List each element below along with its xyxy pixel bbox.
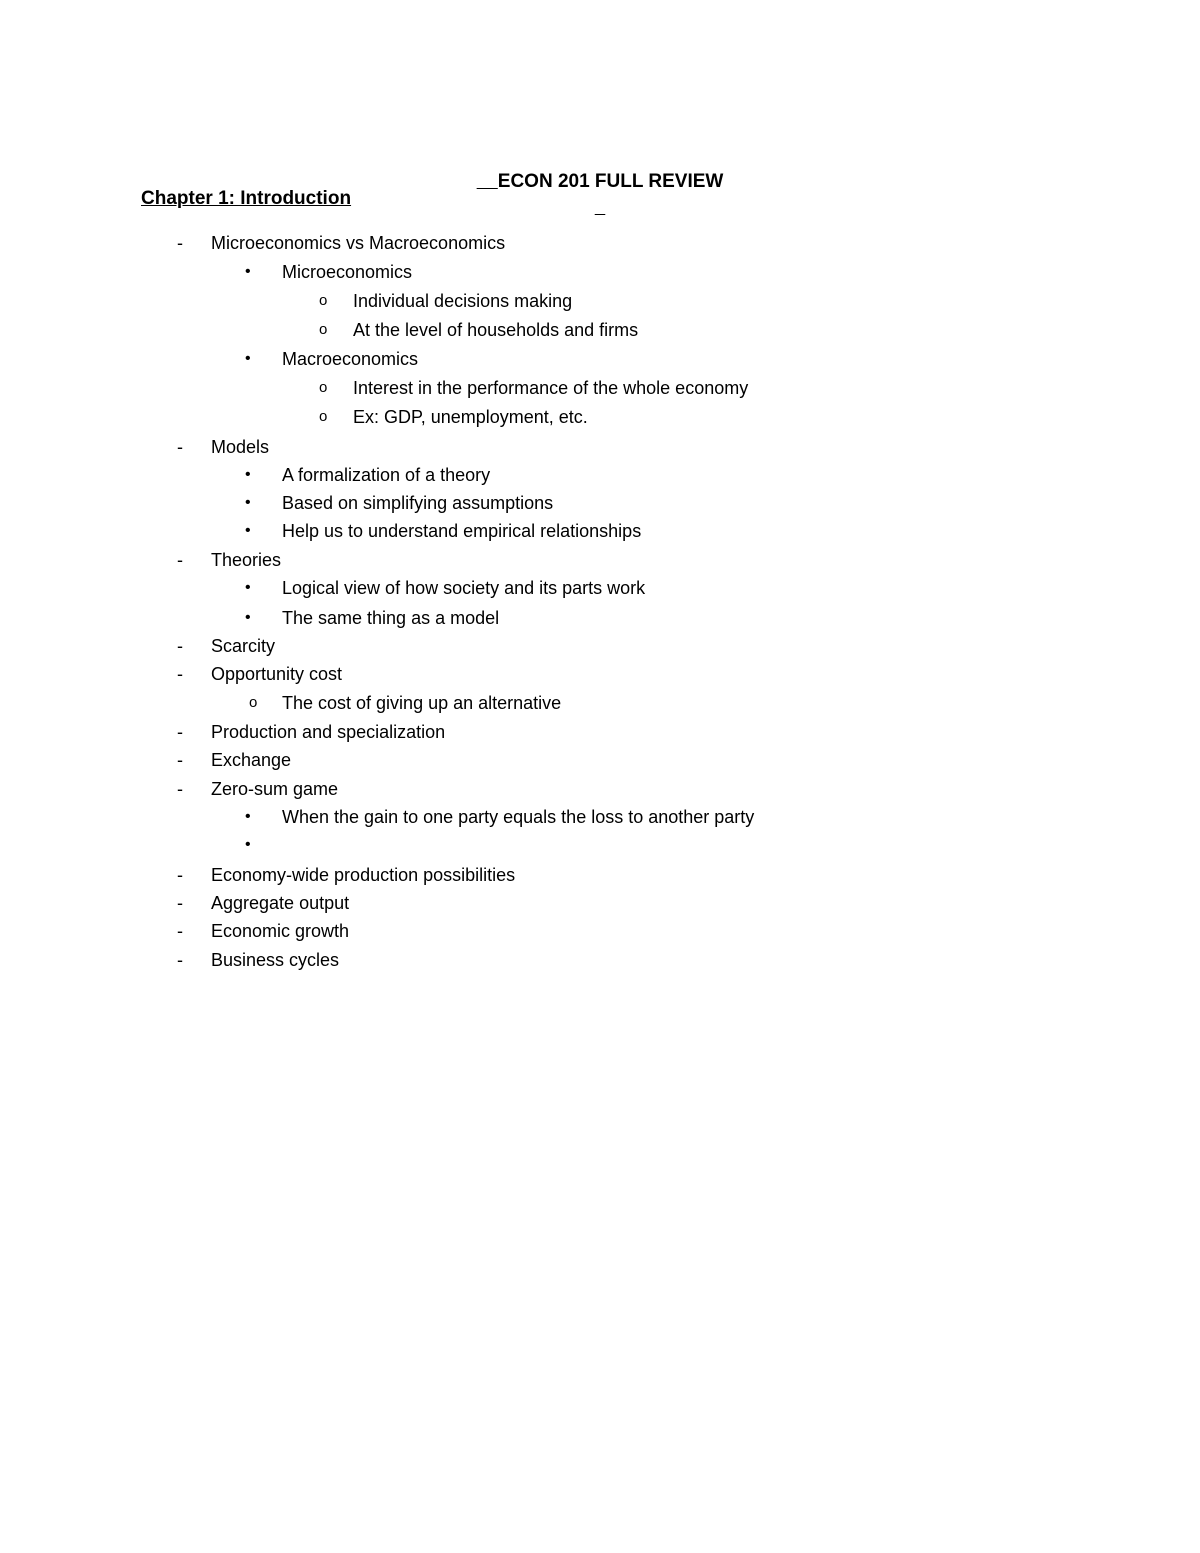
list-item-text: Microeconomics bbox=[282, 262, 413, 282]
list-item-text: Aggregate output bbox=[211, 893, 350, 913]
bullet-marker: • bbox=[245, 350, 251, 367]
bullet-marker: • bbox=[245, 836, 251, 853]
list-item-text: A formalization of a theory bbox=[282, 465, 491, 485]
list-item-text: Individual decisions making bbox=[353, 291, 573, 311]
document-title-text: ECON 201 FULL REVIEW bbox=[497, 171, 724, 192]
list-item-text: The cost of giving up an alternative bbox=[282, 693, 562, 713]
circle-marker: o bbox=[249, 694, 258, 711]
list-item-text: At the level of households and firms bbox=[353, 320, 639, 340]
dash-marker: - bbox=[177, 950, 183, 970]
dash-marker: - bbox=[177, 779, 183, 799]
dash-marker: - bbox=[177, 893, 183, 913]
list-item-text: Business cycles bbox=[211, 950, 340, 970]
circle-marker: o bbox=[319, 292, 328, 309]
bullet-marker: • bbox=[245, 466, 251, 483]
dash-marker: - bbox=[177, 636, 183, 656]
list-item-text: Opportunity cost bbox=[211, 664, 343, 684]
circle-marker: o bbox=[319, 379, 328, 396]
dash-marker: - bbox=[177, 865, 183, 885]
circle-marker: o bbox=[319, 408, 328, 425]
bullet-marker: • bbox=[245, 522, 251, 539]
list-item-text: Zero-sum game bbox=[211, 779, 339, 799]
dash-marker: - bbox=[177, 550, 183, 570]
list-item-text: Logical view of how society and its parts work bbox=[282, 578, 646, 598]
list-item-text: Production and specialization bbox=[211, 722, 446, 742]
dash-marker: - bbox=[177, 722, 183, 742]
list-item-text: Microeconomics vs Macroeconomics bbox=[211, 233, 506, 253]
bullet-marker: • bbox=[245, 494, 251, 511]
dash-marker: - bbox=[177, 750, 183, 770]
dash-marker: - bbox=[177, 921, 183, 941]
list-item-text: Interest in the performance of the whole economy bbox=[353, 378, 749, 398]
bullet-marker: • bbox=[245, 609, 251, 626]
dash-marker: - bbox=[177, 233, 183, 253]
list-item-text: Based on simplifying assumptions bbox=[282, 493, 554, 513]
list-item-text: Help us to understand empirical relationships bbox=[282, 521, 642, 541]
list-item-text: Macroeconomics bbox=[282, 349, 419, 369]
list-item-text: Exchange bbox=[211, 750, 292, 770]
list-item-text: When the gain to one party equals the loss to another party bbox=[282, 807, 755, 827]
list-item-text: Economic growth bbox=[211, 921, 350, 941]
list-item-text: Ex: GDP, unemployment, etc. bbox=[353, 407, 588, 427]
bullet-marker: • bbox=[245, 579, 251, 596]
bullet-marker: • bbox=[245, 263, 251, 280]
chapter-heading: Chapter 1: Introduction bbox=[141, 188, 352, 209]
list-item-text: The same thing as a model bbox=[282, 608, 500, 628]
list-item-text: Scarcity bbox=[211, 636, 276, 656]
list-item-text: Models bbox=[211, 437, 270, 457]
dash-marker: - bbox=[177, 437, 183, 457]
dash-marker: - bbox=[177, 664, 183, 684]
circle-marker: o bbox=[319, 321, 328, 338]
list-item-text: Economy-wide production possibilities bbox=[211, 865, 516, 885]
list-item-text: Theories bbox=[211, 550, 282, 570]
bullet-marker: • bbox=[245, 808, 251, 825]
